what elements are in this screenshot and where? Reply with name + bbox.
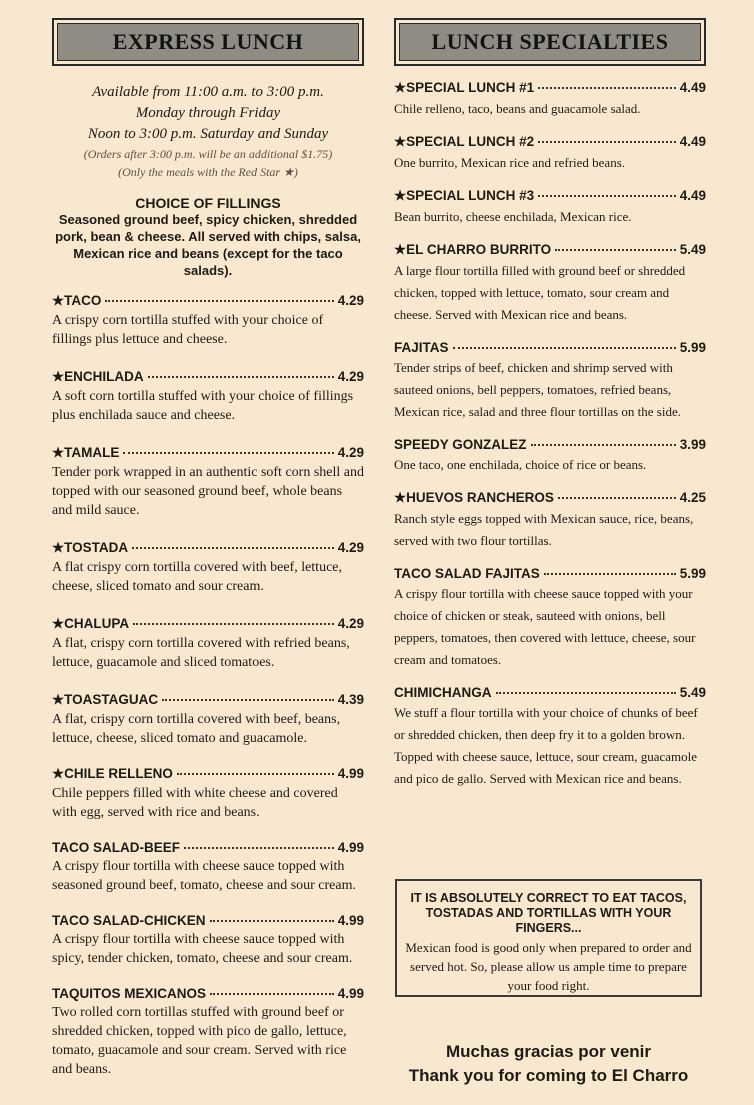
menu-item	[52, 766, 364, 822]
menu-item-name: TACO SALAD FAJITAS	[394, 566, 540, 581]
dot-leader	[555, 249, 676, 251]
menu-item-description: Chile peppers filled with white cheese and covered with egg, served with rice and beans.	[52, 786, 338, 820]
menu-item-description: One burrito, Mexican rice and refried beans.	[394, 155, 626, 170]
menu-item-price: 4.29	[337, 369, 364, 384]
dot-leader	[123, 452, 333, 454]
menu-item-name: ★TAMALE	[52, 445, 120, 460]
menu-item-header	[394, 685, 706, 700]
menu-item-name: ★TOSTADA	[52, 540, 129, 555]
menu-item-description: Ranch style eggs topped with Mexican sauce, rice, beans, served with two flour tortillas.	[394, 511, 694, 548]
menu-item-price: 4.99	[337, 766, 364, 781]
menu-item	[52, 986, 364, 1079]
menu-item-price: 4.29	[337, 616, 364, 631]
dot-leader	[162, 699, 334, 701]
menu-item-name: SPEEDY GONZALEZ	[394, 437, 527, 452]
menu-item-price: 4.29	[337, 540, 364, 555]
hours-block	[52, 82, 364, 181]
menu-item-description: We stuff a flour tortilla with your choice of chunks of beef or shredded chicken, then deep fry it to a golden brown. Topped with cheese sauce, lettuce, sour cream, guacamole and pico de gallo. Served with Mexican rice and beans.	[394, 705, 698, 786]
menu-item-price: 4.29	[337, 445, 364, 460]
menu-item	[394, 490, 706, 552]
menu-item	[394, 80, 706, 120]
menu-item	[394, 566, 706, 671]
hours-line: Monday through Friday	[135, 105, 281, 121]
menu-item-header	[394, 566, 706, 581]
menu-item-name: ★HUEVOS RANCHEROS	[394, 490, 554, 505]
menu-item-price: 5.49	[679, 685, 706, 700]
menu-item-header	[52, 293, 364, 309]
dot-leader	[148, 376, 334, 378]
dot-leader	[105, 300, 333, 302]
menu-item	[394, 242, 706, 326]
dot-leader	[133, 623, 334, 625]
dot-leader	[538, 141, 676, 143]
menu-item-description: Tender pork wrapped in an authentic soft corn shell and topped with our seasoned ground beef, whole beans and mild sauce.	[52, 465, 364, 518]
dot-leader	[538, 87, 676, 89]
notice-title: IT IS ABSOLUTELY CORRECT TO EAT TACOS, TOSTADAS AND TORTILLAS WITH YOUR FINGERS...	[410, 891, 687, 935]
hours-line: Available from 11:00 a.m. to 3:00 p.m.	[92, 84, 324, 100]
menu-item	[52, 293, 364, 349]
menu-item-description: A soft corn tortilla stuffed with your choice of fillings plus enchilada sauce and cheese.	[52, 389, 354, 423]
express-lunch-items	[52, 293, 364, 1079]
thanks-spanish: Muchas gracias por venir	[445, 1042, 652, 1061]
dot-leader	[453, 347, 676, 349]
menu-item	[394, 685, 706, 790]
menu-item-price: 5.49	[679, 242, 706, 257]
express-lunch-title: EXPRESS LUNCH	[57, 23, 359, 61]
dot-leader	[210, 993, 334, 995]
menu-item-name: FAJITAS	[394, 340, 449, 355]
dot-leader	[558, 497, 676, 499]
menu-item-price: 4.49	[679, 188, 706, 203]
dot-leader	[210, 920, 334, 922]
notice-text: Mexican food is good only when prepared to order and served hot. So, please allow us ample time to prepare your food right.	[405, 940, 692, 993]
menu-item-name: ★CHILE RELLENO	[52, 766, 173, 781]
menu-item-description: A crispy flour tortilla with cheese sauce topped with spicy, tender chicken, tomato, cheese and sour cream.	[52, 932, 353, 966]
menu-item-name: ★TOASTAGUAC	[52, 692, 159, 707]
menu-item-price: 4.49	[679, 134, 706, 149]
menu-item-price: 4.39	[337, 692, 364, 707]
dot-leader	[544, 573, 676, 575]
menu-item-header	[394, 242, 706, 258]
menu-item	[52, 692, 364, 748]
dot-leader	[496, 692, 676, 694]
menu-item-price: 4.99	[337, 913, 364, 928]
menu-item-name: ★TACO	[52, 293, 102, 308]
thanks-english: Thank you for coming to El Charro	[408, 1066, 689, 1085]
menu-item-description: Chile relleno, taco, beans and guacamole salad.	[394, 101, 641, 116]
menu-item-name: ★CHALUPA	[52, 616, 130, 631]
lunch-specialties-title: LUNCH SPECIALTIES	[399, 23, 701, 61]
menu-item-name: ★SPECIAL LUNCH #1	[394, 80, 535, 95]
menu-item-header	[394, 437, 706, 452]
menu-item	[52, 913, 364, 968]
menu-item-name: ★SPECIAL LUNCH #3	[394, 188, 535, 203]
menu-item-header	[52, 445, 364, 461]
menu-item	[52, 540, 364, 596]
menu-item-header	[394, 188, 706, 204]
fillings-block	[52, 195, 364, 279]
menu-item-header	[394, 490, 706, 506]
red-star-note: (Only the meals with the Red Star ★)	[118, 165, 298, 179]
menu-item-name: ★SPECIAL LUNCH #2	[394, 134, 535, 149]
menu-item-description: A flat, crispy corn tortilla covered with refried beans, lettuce, guacamole and sliced tomatoes.	[52, 636, 350, 670]
menu-item	[52, 369, 364, 425]
menu-item-description: A large flour tortilla filled with ground beef or shredded chicken, topped with lettuce, tomato, sour cream and cheese. Served with Mexican rice and beans.	[394, 263, 686, 322]
menu-item-description: A crispy flour tortilla with cheese sauce topped with seasoned ground beef, tomato, cheese and sour cream.	[52, 859, 356, 893]
menu-item-header	[52, 766, 364, 782]
menu-item-price: 4.29	[337, 293, 364, 308]
menu-item-header	[52, 986, 364, 1001]
menu-item-description: Bean burrito, cheese enchilada, Mexican rice.	[394, 209, 632, 224]
menu-item-header	[52, 692, 364, 708]
menu-item-description: Tender strips of beef, chicken and shrimp served with sauteed onions, bell peppers, tomatoes, refried beans, Mexican rice, salad and three flour tortillas on the side.	[394, 360, 681, 419]
menu-item-description: A crispy corn tortilla stuffed with your choice of fillings plus lettuce and cheese.	[52, 313, 324, 347]
menu-item	[394, 188, 706, 228]
fillings-description: Seasoned ground beef, spicy chicken, shredded pork, bean & cheese. All served with chips, salsa, Mexican rice and beans (except for the taco salads).	[55, 212, 361, 278]
dot-leader	[538, 195, 676, 197]
menu-item-header	[52, 369, 364, 385]
menu-item	[52, 445, 364, 520]
menu-item-name: TAQUITOS MEXICANOS	[52, 986, 207, 1001]
menu-item-name: ★EL CHARRO BURRITO	[394, 242, 552, 257]
hours-note: (Orders after 3:00 p.m. will be an additional $1.75)	[83, 147, 333, 161]
express-lunch-column	[52, 18, 364, 1079]
menu-item-header	[52, 840, 364, 855]
menu-item	[394, 340, 706, 423]
menu-item-header	[394, 134, 706, 150]
menu-item-name: TACO SALAD-BEEF	[52, 840, 180, 855]
menu-item-description: Two rolled corn tortillas stuffed with ground beef or shredded chicken, topped with pico de gallo, lettuce, tomato, guacamole and sour cream. Served with rice and beans.	[52, 1005, 347, 1077]
menu-item-price: 5.99	[679, 340, 706, 355]
menu-item-header	[52, 540, 364, 556]
menu-item-name: TACO SALAD-CHICKEN	[52, 913, 206, 928]
lunch-specialties-banner	[394, 18, 706, 66]
dot-leader	[531, 444, 676, 446]
menu-item-price: 4.99	[337, 986, 364, 1001]
fillings-title: CHOICE OF FILLINGS	[135, 195, 281, 211]
menu-item-header	[394, 80, 706, 96]
lunch-specialties-items	[394, 80, 706, 790]
menu-item	[52, 840, 364, 895]
menu-item-header	[394, 340, 706, 355]
dot-leader	[132, 547, 334, 549]
express-lunch-banner	[52, 18, 364, 66]
dot-leader	[177, 773, 334, 775]
menu-item-header	[52, 616, 364, 632]
menu-item-description: A flat, crispy corn tortilla covered with beef, beans, lettuce, cheese, sliced tomato and guacamole.	[52, 712, 341, 746]
menu-item-price: 4.25	[679, 490, 706, 505]
hours-line: Noon to 3:00 p.m. Saturday and Sunday	[87, 126, 329, 142]
menu-item	[52, 616, 364, 672]
menu-item-description: A crispy flour tortilla with cheese sauce topped with your choice of chicken or steak, sauteed with onions, bell peppers, tomatoes, then covered with lettuce, cheese, sour cream and tomatoes.	[394, 586, 696, 667]
menu-item-price: 5.99	[679, 566, 706, 581]
menu-item-description: One taco, one enchilada, choice of rice or beans.	[394, 457, 647, 472]
thank-you-message	[395, 1040, 702, 1088]
menu-item-header	[52, 913, 364, 928]
menu-item-price: 4.49	[679, 80, 706, 95]
dot-leader	[184, 847, 334, 849]
menu-item-name: ★ENCHILADA	[52, 369, 144, 384]
menu-item-name: CHIMICHANGA	[394, 685, 492, 700]
menu-item-price: 4.99	[337, 840, 364, 855]
menu-item-description: A flat crispy corn tortilla covered with beef, lettuce, cheese, sliced tomato and sour cream.	[52, 560, 343, 594]
lunch-specialties-column	[394, 18, 706, 790]
menu-item	[394, 134, 706, 174]
menu-item	[394, 437, 706, 476]
menu-item-price: 3.99	[679, 437, 706, 452]
finger-food-notice	[395, 879, 702, 997]
